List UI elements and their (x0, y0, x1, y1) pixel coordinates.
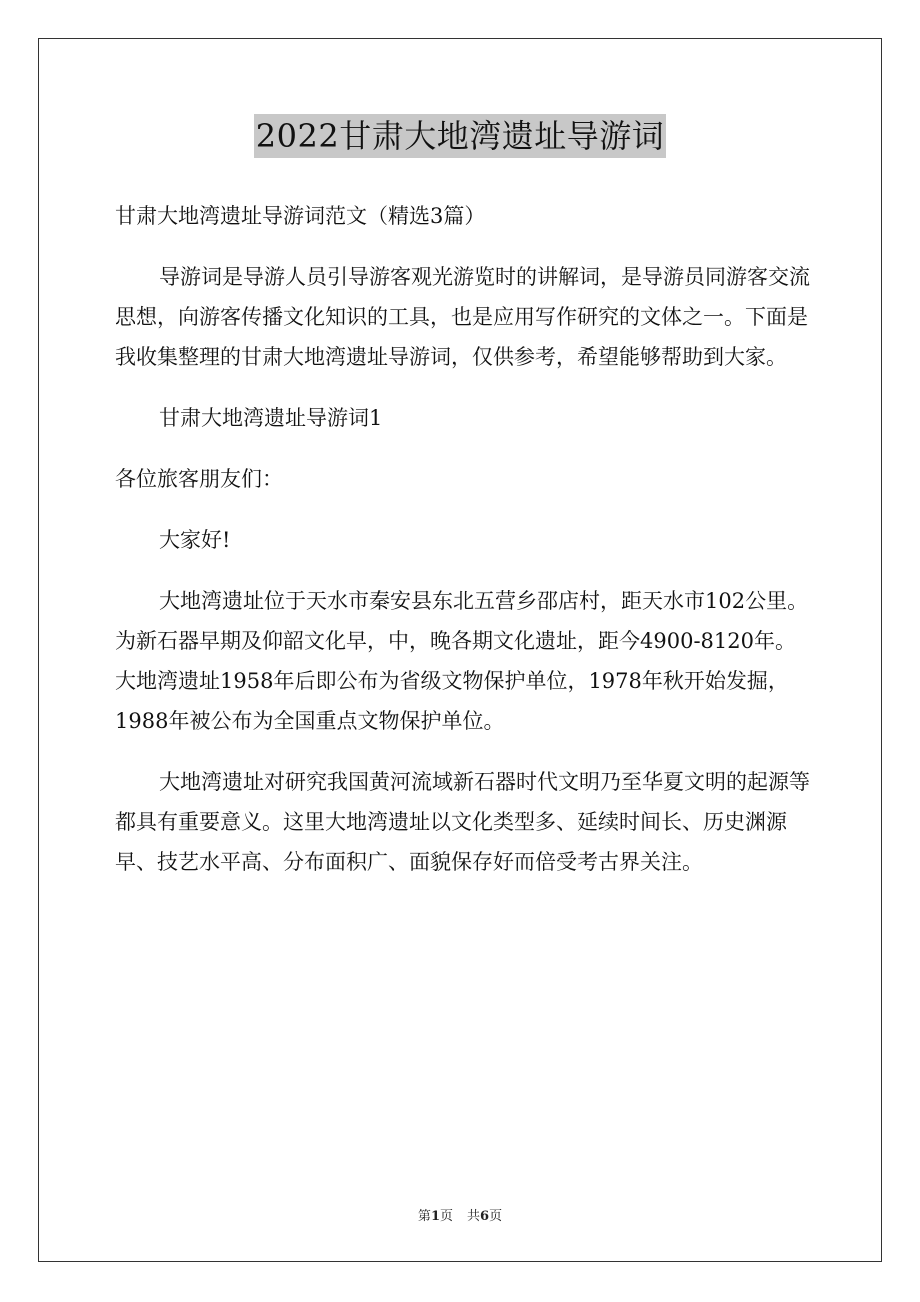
greeting: 大家好! (159, 528, 231, 552)
salutation: 各位旅客朋友们： (115, 467, 283, 491)
title-wrap (0, 114, 920, 158)
document-subtitle: 甘肃大地湾遗址导游词范文（精选3篇） (115, 204, 486, 228)
total-pages-number: 6 (480, 1209, 490, 1224)
total-suffix: 页 (489, 1209, 503, 1224)
intro-paragraph: 导游词是导游人员引导游客观光游览时的讲解词，是导游员同游客交流思想，向游客传播文化知识的工具，也是应用写作研究的文体之一。下面是我收集整理的甘肃大地湾遗址导游词，仅供参考，希望能够帮助到大家。 (115, 265, 810, 369)
section-heading: 甘肃大地湾遗址导游词1 (159, 406, 383, 430)
body-paragraph-location: 大地湾遗址位于天水市秦安县东北五营乡邵店村，距天水市102公里。为新石器早期及仰韶文化早，中，晚各期文化遗址，距今4900-8120年。大地湾遗址1958年后即公布为省级文物保护单位，1978年秋开始发掘，1988年被公布为全国重点文物保护单位。 (115, 589, 809, 733)
total-prefix: 共 (467, 1209, 481, 1224)
document-body (115, 196, 815, 903)
page-prefix: 第 (417, 1209, 431, 1224)
page-footer (0, 1205, 920, 1224)
page-suffix: 页 (439, 1209, 453, 1224)
body-paragraph-significance: 大地湾遗址对研究我国黄河流域新石器时代文明乃至华夏文明的起源等都具有重要意义。这里大地湾遗址以文化类型多、延续时间长、历史渊源早、技艺水平高、分布面积广、面貌保存好而倍受考古界关注。 (115, 770, 810, 874)
current-page-number: 1 (430, 1209, 440, 1224)
document-title: 2022甘肃大地湾遗址导游词 (254, 114, 666, 158)
